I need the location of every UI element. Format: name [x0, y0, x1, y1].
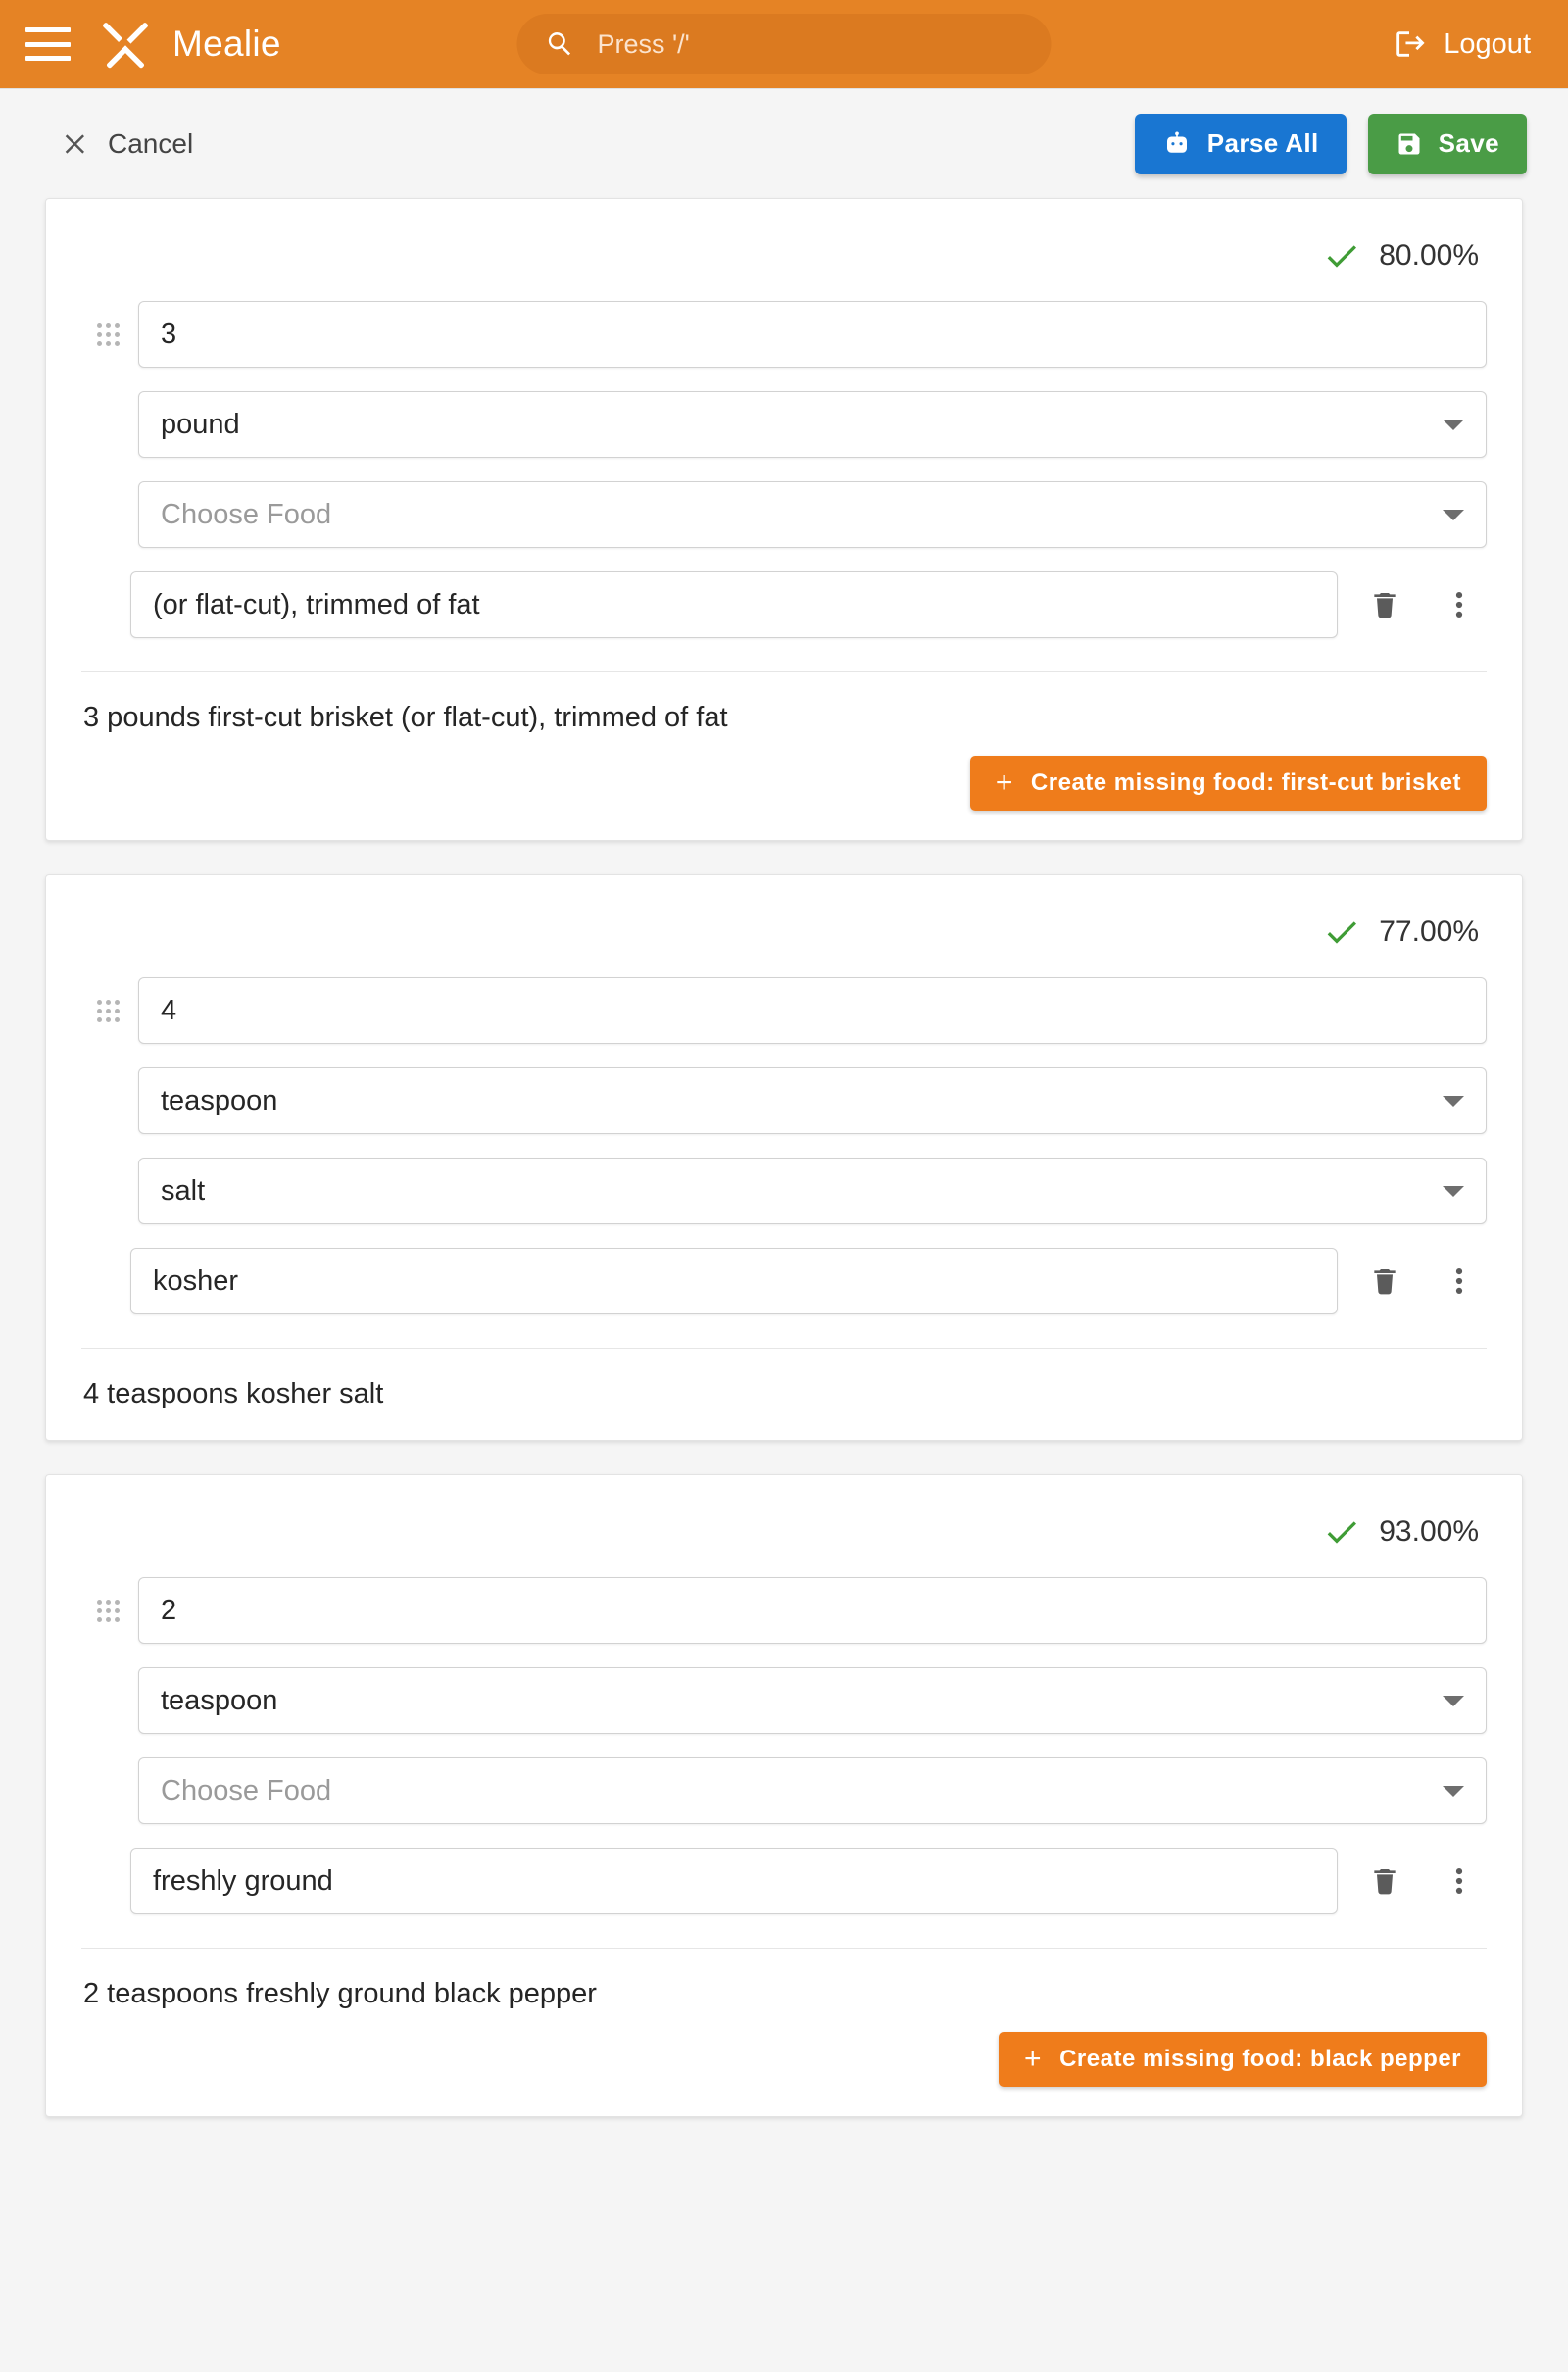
delete-ingredient-button[interactable]	[1357, 1254, 1412, 1309]
trash-icon	[1369, 589, 1400, 620]
chevron-down-icon	[1443, 1786, 1464, 1797]
food-row	[81, 481, 1487, 548]
parse-all-button[interactable]	[1135, 114, 1347, 174]
close-icon	[59, 129, 88, 159]
quantity-value: 3	[161, 318, 177, 350]
confidence-row	[81, 1501, 1487, 1577]
confidence-value: 93.00%	[1379, 1515, 1479, 1548]
food-row	[81, 1757, 1487, 1824]
parse-all-label: Parse All	[1206, 128, 1319, 158]
quantity-input[interactable]	[138, 301, 1487, 368]
trash-icon	[1369, 1865, 1400, 1897]
note-input[interactable]	[130, 571, 1338, 638]
create-missing-row	[81, 756, 1487, 811]
note-value: kosher	[153, 1264, 239, 1297]
plus-icon: +	[995, 766, 1013, 799]
chevron-down-icon	[1443, 1186, 1464, 1197]
ingredient-card	[45, 1474, 1523, 2117]
confidence-value: 77.00%	[1379, 915, 1479, 948]
ingredient-menu-button[interactable]	[1432, 1853, 1487, 1908]
unit-row	[81, 391, 1487, 458]
note-row	[81, 571, 1487, 638]
food-value: Choose Food	[161, 1774, 332, 1806]
note-row	[81, 1848, 1487, 1914]
logout-label: Logout	[1444, 27, 1531, 60]
quantity-row	[81, 301, 1487, 368]
cancel-label: Cancel	[108, 127, 194, 159]
note-value: (or flat-cut), trimmed of fat	[153, 588, 480, 620]
unit-value: teaspoon	[161, 1684, 278, 1716]
confidence-row	[81, 224, 1487, 301]
save-label: Save	[1438, 128, 1499, 158]
unit-select[interactable]	[138, 1067, 1487, 1134]
unit-value: pound	[161, 408, 240, 440]
search-input[interactable]	[517, 14, 1052, 74]
logout-button[interactable]	[1393, 27, 1531, 61]
food-value: Choose Food	[161, 498, 332, 530]
food-select[interactable]	[138, 481, 1487, 548]
hamburger-icon[interactable]	[25, 27, 71, 61]
trash-icon	[1369, 1265, 1400, 1297]
robot-icon	[1162, 129, 1192, 159]
save-disk-icon	[1396, 130, 1423, 158]
cancel-button[interactable]	[59, 128, 193, 160]
chevron-down-icon	[1443, 1696, 1464, 1706]
drag-handle-icon[interactable]	[81, 323, 134, 346]
note-value: freshly ground	[153, 1864, 333, 1897]
kebab-menu-icon	[1454, 588, 1464, 621]
quantity-input[interactable]	[138, 977, 1487, 1044]
drag-handle-icon[interactable]	[81, 1000, 134, 1022]
delete-ingredient-button[interactable]	[1357, 1853, 1412, 1908]
unit-select[interactable]	[138, 391, 1487, 458]
create-missing-row	[81, 2032, 1487, 2087]
check-icon	[1322, 1512, 1361, 1552]
check-icon	[1322, 913, 1361, 952]
kebab-menu-icon	[1454, 1264, 1464, 1298]
quantity-row	[81, 977, 1487, 1044]
quantity-row	[81, 1577, 1487, 1644]
editor-toolbar	[0, 88, 1568, 198]
note-input[interactable]	[130, 1248, 1338, 1314]
chevron-down-icon	[1443, 420, 1464, 430]
confidence-value: 80.00%	[1379, 239, 1479, 272]
food-row	[81, 1158, 1487, 1224]
confidence-row	[81, 901, 1487, 977]
ingredient-card	[45, 198, 1523, 841]
ingredient-summary: 4 teaspoons kosher salt	[83, 1378, 384, 1409]
quantity-value: 2	[161, 1594, 177, 1626]
note-input[interactable]	[130, 1848, 1338, 1914]
search-icon	[545, 28, 576, 60]
ingredient-list	[0, 198, 1568, 2180]
create-missing-food-label: Create missing food: first-cut brisket	[1030, 769, 1461, 796]
unit-row	[81, 1067, 1487, 1134]
fork-knife-logo	[100, 19, 151, 70]
unit-value: teaspoon	[161, 1084, 278, 1116]
app-bar	[0, 0, 1568, 88]
drag-handle-icon[interactable]	[81, 1600, 134, 1622]
ingredient-summary: 3 pounds first-cut brisket (or flat-cut), trimmed of fat	[83, 702, 728, 733]
brand[interactable]	[100, 19, 281, 70]
app-title: Mealie	[172, 24, 281, 64]
create-missing-food-button[interactable]	[999, 2032, 1487, 2087]
delete-ingredient-button[interactable]	[1357, 577, 1412, 632]
ingredient-summary: 2 teaspoons freshly ground black pepper	[83, 1978, 597, 2009]
check-icon	[1322, 236, 1361, 275]
quantity-input[interactable]	[138, 1577, 1487, 1644]
unit-row	[81, 1667, 1487, 1734]
logout-icon	[1393, 27, 1426, 61]
unit-select[interactable]	[138, 1667, 1487, 1734]
quantity-value: 4	[161, 994, 177, 1026]
create-missing-food-label: Create missing food: black pepper	[1059, 2046, 1461, 2072]
ingredient-menu-button[interactable]	[1432, 1254, 1487, 1309]
plus-icon: +	[1024, 2043, 1043, 2075]
food-select[interactable]	[138, 1757, 1487, 1824]
save-button[interactable]	[1368, 114, 1527, 174]
kebab-menu-icon	[1454, 1864, 1464, 1898]
note-row	[81, 1248, 1487, 1314]
chevron-down-icon	[1443, 510, 1464, 520]
food-select[interactable]	[138, 1158, 1487, 1224]
create-missing-food-button[interactable]	[970, 756, 1487, 811]
food-value: salt	[161, 1174, 206, 1207]
ingredient-menu-button[interactable]	[1432, 577, 1487, 632]
search-placeholder: Press '/'	[597, 28, 690, 59]
chevron-down-icon	[1443, 1096, 1464, 1107]
ingredient-card	[45, 874, 1523, 1441]
